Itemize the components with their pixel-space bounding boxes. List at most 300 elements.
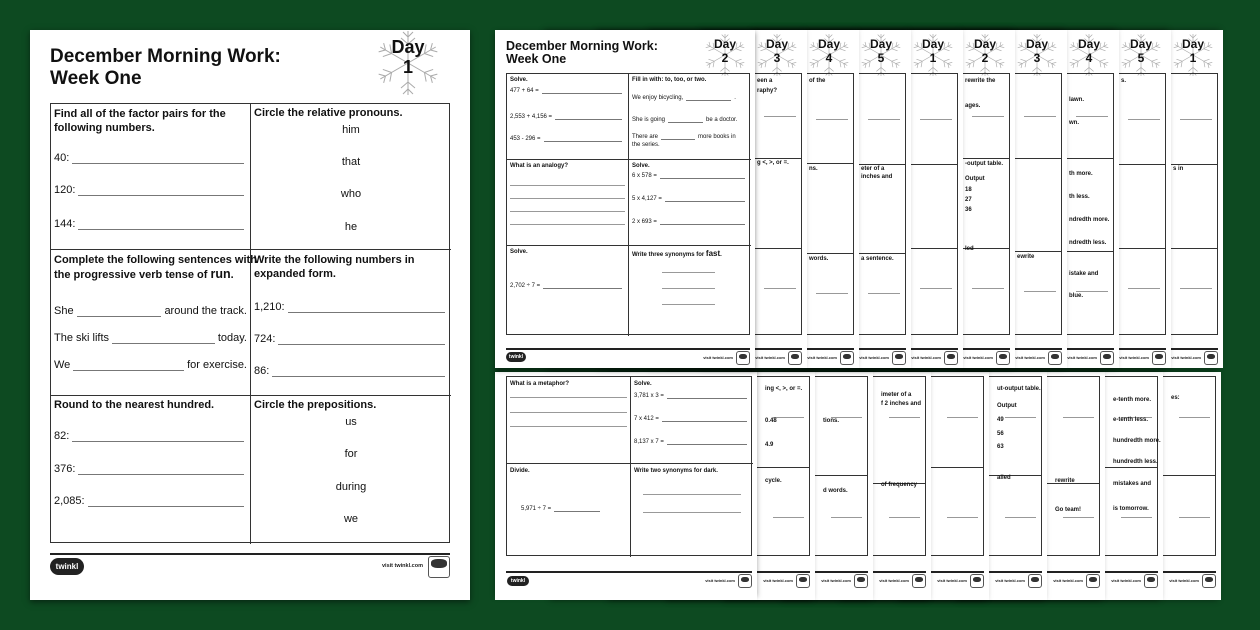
answer-line <box>665 201 745 202</box>
answer-line <box>1005 417 1036 418</box>
quality-seal-icon <box>736 351 750 365</box>
day-label: Day <box>973 37 996 51</box>
solve-prompt: Solve. <box>510 77 528 83</box>
day-number: 2 <box>721 51 729 65</box>
worksheet-title <box>50 46 281 90</box>
synonyms-cell <box>629 246 751 336</box>
item-text: 5 x 4,127 = <box>632 196 662 202</box>
answer-line <box>73 370 184 371</box>
analogy-cell <box>507 160 629 246</box>
day-badge <box>962 32 1008 78</box>
sentence-text: around the track. <box>164 305 247 317</box>
answer-line <box>72 163 244 164</box>
quality-seal-icon <box>854 574 868 588</box>
solve-cell <box>507 74 629 160</box>
text-fragment: 63 <box>997 444 1004 450</box>
text-fragment: ndredth more. <box>1069 217 1110 223</box>
divide-prompt: Divide. <box>510 468 530 474</box>
question-grid <box>506 73 750 335</box>
answer-line <box>510 185 625 186</box>
item-text: 3,781 x 3 = <box>634 393 664 399</box>
text-fragment: alled <box>997 475 1011 481</box>
quality-seal-icon <box>796 574 810 588</box>
solve-item <box>510 283 625 289</box>
day-label: Day <box>1025 37 1048 51</box>
solve-item <box>510 114 625 120</box>
answer-line <box>947 417 978 418</box>
answer-line <box>78 474 244 475</box>
text-fragment: ing <, >, or =. <box>765 386 803 392</box>
quality-seal-icon <box>1202 574 1216 588</box>
visit-link[interactable]: visit twinkl.com <box>1169 578 1199 583</box>
text-fragment: hundredth more. <box>1113 438 1161 444</box>
expanded-item <box>254 333 448 345</box>
factor-item <box>54 152 247 164</box>
footer-divider <box>506 348 750 350</box>
text-fragment: words. <box>809 256 829 262</box>
quality-seal-icon <box>1100 351 1114 365</box>
item-text: 86: <box>254 365 270 377</box>
expanded-form-cell <box>251 250 451 396</box>
text-fragment: of the <box>809 78 826 84</box>
text-fragment: a sentence. <box>861 256 894 262</box>
word-option[interactable]: during <box>335 481 367 493</box>
answer-line <box>972 116 1004 117</box>
text-fragment: Go team! <box>1055 507 1082 513</box>
text-fragment: rewrite <box>1055 478 1075 484</box>
answer-line <box>554 511 600 512</box>
visit-link[interactable]: visit twinkl.com <box>879 578 909 583</box>
sentence-text: The ski lifts <box>54 332 110 344</box>
solve-item <box>634 439 750 445</box>
text-fragment: 0.48 <box>765 418 777 424</box>
answer-line <box>662 304 715 305</box>
progressive-verb-cell <box>51 250 257 396</box>
answer-line <box>555 119 622 120</box>
answer-line <box>662 288 715 289</box>
visit-link[interactable]: visit twinkl.com <box>703 355 733 360</box>
solve-cell <box>507 246 629 336</box>
visit-link[interactable]: visit twinkl.com <box>937 578 967 583</box>
visit-link[interactable]: visit twinkl.com <box>1119 355 1149 360</box>
answer-line <box>77 316 162 317</box>
answer-line <box>510 224 625 225</box>
answer-line <box>1180 288 1212 289</box>
text-fragment: of frequency <box>881 482 918 488</box>
answer-line <box>660 178 745 179</box>
solve-prompt: Solve. <box>632 163 650 169</box>
sentence <box>54 359 247 371</box>
answer-line <box>510 397 627 398</box>
twinkl-logo[interactable]: twinkl <box>50 558 84 575</box>
word-option[interactable]: who <box>340 188 362 200</box>
text-fragment: 36 <box>965 207 972 213</box>
expanded-item <box>254 365 448 377</box>
day-badge <box>702 32 748 78</box>
visit-link[interactable]: visit twinkl.com <box>859 355 889 360</box>
day-badge <box>373 30 443 98</box>
day-label: Day <box>1181 37 1204 51</box>
quality-seal-icon <box>970 574 984 588</box>
metaphor-cell <box>507 377 631 464</box>
text-fragment: Output <box>997 403 1017 409</box>
item-text: 5,971 ÷ 7 = <box>521 506 552 512</box>
word-option[interactable]: that <box>341 156 361 168</box>
quality-seal-icon <box>892 351 906 365</box>
answer-line <box>272 376 445 377</box>
text-fragment: Output <box>965 176 985 182</box>
item-text: 40: <box>54 152 70 164</box>
synonyms-cell <box>631 464 753 557</box>
answer-line <box>643 512 741 513</box>
factor-item <box>54 218 247 230</box>
word-option[interactable]: he <box>344 221 358 233</box>
answer-line <box>868 293 900 294</box>
prompt-line: Write the following numbers in <box>254 254 415 266</box>
prompt-line <box>54 267 257 282</box>
sentence <box>632 95 736 101</box>
factor-pairs-prompt <box>54 107 226 135</box>
relative-pronouns-cell <box>251 104 451 250</box>
answer-line <box>112 343 215 344</box>
day-label: Day <box>391 37 425 57</box>
visit-link[interactable]: visit twinkl.com <box>382 563 423 569</box>
text-fragment: led <box>965 246 974 252</box>
prompt-line: expanded form. <box>254 268 336 280</box>
item-text: 120: <box>54 184 76 196</box>
answer-line <box>1179 417 1210 418</box>
text-fragment: th less. <box>1069 194 1090 200</box>
rounding-item <box>54 495 247 507</box>
sentence-text: She <box>54 305 74 317</box>
answer-line <box>662 421 747 422</box>
day-number: 1 <box>929 51 937 65</box>
sentence-text: the series. <box>632 142 660 148</box>
answer-line <box>542 93 622 94</box>
answer-line <box>660 224 745 225</box>
item-text: 1,210: <box>254 301 285 313</box>
answer-line <box>510 198 625 199</box>
answer-line <box>972 288 1004 289</box>
day-badge <box>806 32 852 78</box>
day-label: Day <box>713 37 736 51</box>
answer-line <box>1063 517 1094 518</box>
worksheet-day-2 <box>495 30 755 368</box>
text-fragment: is tomorrow. <box>1113 506 1149 512</box>
rounding-cell <box>51 396 251 544</box>
sentence <box>54 305 247 317</box>
divide-cell <box>507 464 631 557</box>
item-text: 82: <box>54 430 70 442</box>
factor-item <box>54 184 247 196</box>
prompt-keyword: run <box>210 267 231 281</box>
prompt-text: the progressive verb tense of <box>54 269 211 281</box>
day-badge <box>910 32 956 78</box>
title-line: December Morning Work: <box>50 46 281 67</box>
prepositions-prompt: Circle the prepositions. <box>254 399 377 411</box>
text-fragment: g <, >, or =. <box>757 160 789 166</box>
item-text: 2,702 ÷ 7 = <box>510 283 541 289</box>
answer-line <box>889 417 920 418</box>
word-option[interactable]: we <box>343 513 359 525</box>
quality-seal-icon <box>912 574 926 588</box>
day-label: Day <box>1129 37 1152 51</box>
answer-line <box>78 195 244 196</box>
solve-item <box>632 219 748 225</box>
text-fragment: e-tenth less. <box>1113 417 1149 423</box>
title-line: Week One <box>50 68 142 89</box>
item-text: 2 x 693 = <box>632 219 657 225</box>
worksheet-title <box>506 40 658 66</box>
answer-line <box>72 441 244 442</box>
answer-line <box>764 116 796 117</box>
day-label: Day <box>1077 37 1100 51</box>
text-fragment: es: <box>1171 395 1180 401</box>
answer-line <box>543 288 622 289</box>
answer-line <box>1121 517 1152 518</box>
quality-seal-icon <box>944 351 958 365</box>
synonyms-prompt: Write two synonyms for dark. <box>634 468 718 474</box>
sentence-text: We <box>54 359 71 371</box>
text-fragment: mistakes and <box>1113 481 1152 487</box>
visit-link[interactable]: visit twinkl.com <box>995 578 1025 583</box>
answer-line <box>1180 119 1212 120</box>
answer-line <box>662 272 715 273</box>
rounding-prompt: Round to the nearest hundred. <box>54 399 215 411</box>
answer-line <box>278 344 445 345</box>
quality-seal-icon <box>1204 351 1218 365</box>
visit-link[interactable]: visit twinkl.com <box>821 578 851 583</box>
rounding-item <box>54 463 247 475</box>
answer-line <box>889 517 920 518</box>
sentence <box>632 117 737 123</box>
text-fragment: inches and <box>861 174 893 180</box>
item-text: 7 x 412 = <box>634 416 659 422</box>
word-option[interactable]: us <box>345 416 357 428</box>
sentence <box>54 332 247 344</box>
sentence-text: today. <box>217 332 247 344</box>
visit-link[interactable]: visit twinkl.com <box>705 578 735 583</box>
text-fragment: 56 <box>997 431 1004 437</box>
text-fragment: ut-output table. <box>997 386 1041 392</box>
visit-link[interactable]: visit twinkl.com <box>1015 355 1045 360</box>
answer-line <box>686 100 731 101</box>
fill-in-cell <box>629 74 751 160</box>
day-badge <box>1170 32 1216 78</box>
answer-line <box>1024 116 1056 117</box>
day-badge <box>1066 32 1112 78</box>
day-number: 5 <box>877 51 885 65</box>
visit-link[interactable]: visit twinkl.com <box>1053 578 1083 583</box>
analogy-prompt: What is an analogy? <box>510 163 569 169</box>
solve-item <box>632 196 748 202</box>
text-fragment: een a <box>757 78 773 84</box>
word-option[interactable]: him <box>342 124 360 136</box>
text-fragment: lawn. <box>1069 97 1085 103</box>
visit-link[interactable]: visit twinkl.com <box>963 355 993 360</box>
title-line: Week One <box>506 52 567 66</box>
item-text: 2,085: <box>54 495 85 507</box>
solve-cell <box>631 377 753 464</box>
day-number: 4 <box>825 51 833 65</box>
day-number: 5 <box>1137 51 1145 65</box>
prompt-text: . <box>230 269 234 281</box>
text-fragment: -output table. <box>965 161 1003 167</box>
sentence-text: There are <box>632 134 659 140</box>
answer-line <box>920 288 952 289</box>
answer-line <box>510 211 625 212</box>
text-fragment: f 2 inches and <box>881 401 922 407</box>
progressive-verb-prompt <box>54 253 257 282</box>
solve-item <box>510 136 625 142</box>
worksheet-lower-front <box>495 372 757 600</box>
word-option[interactable]: for <box>344 448 358 460</box>
fill-prompt: Fill in with: to, too, or two. <box>632 77 707 83</box>
expanded-item <box>254 301 448 313</box>
text-fragment: ns. <box>809 166 818 172</box>
rounding-item <box>54 430 247 442</box>
text-fragment: tions. <box>823 418 839 424</box>
day-badge <box>754 32 800 78</box>
item-text: 477 + 64 = <box>510 88 539 94</box>
sentence-text: be a doctor. <box>706 117 738 123</box>
day-badge <box>858 32 904 78</box>
day-number: 2 <box>981 51 989 65</box>
solve-item <box>510 88 625 94</box>
text-fragment: th more. <box>1069 171 1093 177</box>
question-grid <box>506 376 752 556</box>
visit-link[interactable]: visit twinkl.com <box>755 355 785 360</box>
item-text: 144: <box>54 218 76 230</box>
text-fragment: s in <box>1173 166 1184 172</box>
day-number: 1 <box>1189 51 1197 65</box>
worksheet-day-1 <box>30 30 470 600</box>
footer-divider <box>506 571 752 573</box>
text-fragment: rewrite the <box>965 78 996 84</box>
day-badge <box>1014 32 1060 78</box>
sentence-text: We enjoy bicycling, <box>632 95 684 101</box>
answer-line <box>816 119 848 120</box>
day-label: Day <box>921 37 944 51</box>
day-number: 1 <box>402 57 413 77</box>
quality-seal-icon <box>840 351 854 365</box>
text-fragment: wn. <box>1069 120 1079 126</box>
quality-seal-icon <box>1048 351 1062 365</box>
text-fragment: 27 <box>965 197 972 203</box>
answer-line <box>764 288 796 289</box>
visit-link[interactable]: visit twinkl.com <box>807 355 837 360</box>
answer-line <box>510 426 627 427</box>
title-line: December Morning Work: <box>506 39 658 53</box>
answer-line <box>1063 417 1094 418</box>
relative-pronouns-prompt: Circle the relative pronouns. <box>254 107 403 119</box>
answer-line <box>1076 291 1108 292</box>
prompt-text: . <box>720 252 722 258</box>
sentence-text: . <box>734 95 736 101</box>
answer-line <box>510 412 627 413</box>
quality-seal-icon <box>788 351 802 365</box>
visit-link[interactable]: visit twinkl.com <box>763 578 793 583</box>
answer-line <box>920 119 952 120</box>
text-fragment: 18 <box>965 187 972 193</box>
solve-item <box>634 393 750 399</box>
answer-line <box>667 398 747 399</box>
expanded-form-prompt <box>254 253 415 281</box>
answer-line <box>288 312 445 313</box>
item-text: 2,553 + 4,156 = <box>510 114 553 120</box>
visit-link[interactable]: visit twinkl.com <box>1067 355 1097 360</box>
answer-line <box>773 517 804 518</box>
twinkl-logo[interactable]: twinkl <box>507 576 529 586</box>
divide-item <box>521 506 603 512</box>
text-fragment: cycle. <box>765 478 782 484</box>
question-grid <box>50 103 450 543</box>
footer-divider <box>50 553 450 555</box>
quality-seal-icon <box>1028 574 1042 588</box>
answer-line <box>1005 517 1036 518</box>
answer-line <box>78 229 244 230</box>
item-text: 8,137 x 7 = <box>634 439 664 445</box>
prompt-text: Write three synonyms for <box>632 252 706 258</box>
item-text: 453 - 296 = <box>510 136 541 142</box>
quality-seal-icon <box>1152 351 1166 365</box>
text-fragment: ewrite <box>1017 254 1035 260</box>
sentence <box>632 134 736 140</box>
sentence-text: for exercise. <box>187 359 247 371</box>
text-fragment: 49 <box>997 417 1004 423</box>
answer-line <box>667 444 747 445</box>
item-text: 724: <box>254 333 276 345</box>
visit-link[interactable]: visit twinkl.com <box>1171 355 1201 360</box>
prompt-line: following numbers. <box>54 122 155 134</box>
text-fragment: ages. <box>965 103 981 109</box>
quality-seal-icon <box>1086 574 1100 588</box>
prompt-keyword: fast <box>705 249 721 258</box>
visit-link[interactable]: visit twinkl.com <box>911 355 941 360</box>
quality-seal-icon <box>428 556 450 578</box>
text-fragment: hundredth less. <box>1113 459 1158 465</box>
item-text: 6 x 578 = <box>632 173 657 179</box>
answer-line <box>668 122 703 123</box>
answer-line <box>947 517 978 518</box>
solve-prompt: Solve. <box>510 249 528 255</box>
answer-line <box>661 139 695 140</box>
solve-item <box>632 173 748 179</box>
answer-line <box>643 494 741 495</box>
text-fragment: d words. <box>823 488 848 494</box>
twinkl-logo[interactable]: twinkl <box>506 352 526 362</box>
factor-pairs-cell <box>51 104 251 250</box>
prepositions-cell <box>251 396 451 544</box>
quality-seal-icon <box>738 574 752 588</box>
day-number: 3 <box>1033 51 1041 65</box>
answer-line <box>1024 291 1056 292</box>
prompt-line: Find all of the factor pairs for the <box>54 108 226 120</box>
answer-line <box>816 293 848 294</box>
text-fragment: s. <box>1121 78 1127 84</box>
answer-line <box>1179 517 1210 518</box>
answer-line <box>1076 116 1108 117</box>
text-fragment: imeter of a <box>881 392 912 398</box>
text-fragment: ndredth less. <box>1069 240 1107 246</box>
answer-line <box>88 506 244 507</box>
quality-seal-icon <box>996 351 1010 365</box>
text-fragment: e-tenth more. <box>1113 397 1152 403</box>
synonyms-prompt <box>632 249 722 258</box>
quality-seal-icon <box>1144 574 1158 588</box>
visit-link[interactable]: visit twinkl.com <box>1111 578 1141 583</box>
text-fragment: 4.9 <box>765 442 774 448</box>
